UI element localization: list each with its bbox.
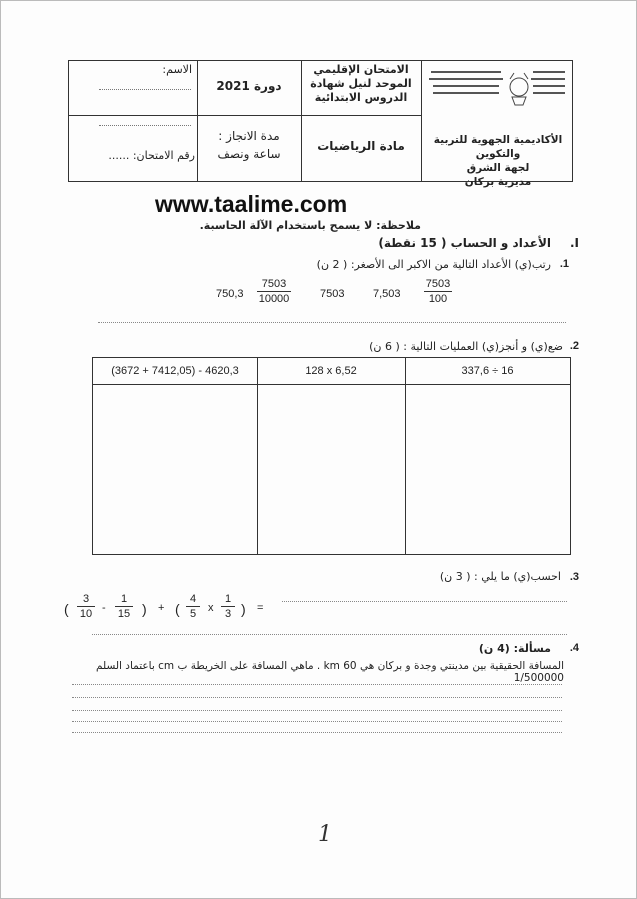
q4-answer-line[interactable] (72, 710, 562, 711)
operation-1-answer-area[interactable] (93, 385, 256, 553)
name-line[interactable] (99, 89, 191, 90)
q1-answer-line[interactable] (98, 322, 566, 323)
operation-2-answer-area[interactable] (258, 385, 404, 553)
region-name: لجهة الشرق (466, 162, 530, 174)
header-row-separator (69, 115, 421, 116)
fraction-denominator: 5 (189, 608, 197, 620)
q3-answer-line[interactable] (282, 601, 567, 602)
fraction-denominator: 10 (79, 608, 93, 620)
fraction-numerator: 1 (120, 593, 128, 605)
section1-title: الأعداد و الحساب ( 15 نقطة) (378, 236, 551, 250)
q1-fraction-b (257, 278, 291, 305)
q1-item-c: 7503 (320, 288, 345, 300)
q2-number: 2. (569, 340, 579, 352)
fraction-denominator: 3 (224, 608, 232, 620)
exam-title (305, 63, 417, 105)
paren-close: ) (241, 601, 246, 617)
header-separator (421, 61, 422, 181)
q4-number: 4. (569, 642, 579, 654)
name-label: الاسم: (162, 63, 192, 76)
q4-answer-line[interactable] (72, 684, 562, 685)
q3-fraction-1 (77, 593, 95, 620)
q4-text: مسألة: (4 ن) (478, 642, 551, 655)
plus-sign: + (158, 602, 165, 614)
q1-number: 1. (559, 258, 569, 270)
q4-answer-line[interactable] (72, 721, 562, 722)
q3-number: 3. (569, 571, 579, 583)
header-separator (301, 61, 302, 181)
note: ملاحظة: لا يسمح باستخدام الآلة الحاسبة. (199, 219, 421, 232)
q1-fraction-e (424, 278, 452, 305)
paren-open: ( (64, 601, 69, 617)
fraction-numerator: 3 (82, 593, 90, 605)
session: دورة 2021 (216, 79, 282, 93)
fraction-numerator: 7503 (425, 278, 451, 290)
q3-fraction-3 (186, 593, 200, 620)
minus-sign: - (102, 602, 106, 614)
q3-fraction-4 (221, 593, 235, 620)
fraction-denominator: 100 (428, 293, 448, 305)
directorate-name: مديرية بركان (464, 176, 532, 188)
q4-problem: المسافة الحقيقية بين مدينتي وجدة و بركان هي 60 km . ماهي المسافة على الخريطة ب cm باعتماد السلم 1/500000 (96, 660, 564, 684)
exam-title-line: الدروس الابتدائية (314, 91, 408, 104)
header-separator (197, 61, 198, 181)
ministry-logo (427, 65, 567, 117)
exam-title-line: الموحد لنيل شهادة (310, 77, 412, 90)
subject: مادة الرياضيات (317, 139, 405, 153)
q3-text: احسب(ي) ما يلي : ( 3 ن) (439, 570, 561, 583)
paren-close: ) (142, 601, 147, 617)
q3-answer-line-2[interactable] (92, 634, 567, 635)
exam-title-line: الامتحان الإقليمي (313, 63, 409, 76)
q2-text: ضع(ي) و أنجز(ي) العمليات التالية : ( 6 ن) (369, 340, 563, 353)
fraction-denominator: 15 (117, 608, 131, 620)
fraction-numerator: 4 (189, 593, 197, 605)
operation-1: (3672 + 7412,05) - 4620,3 (111, 365, 239, 377)
duration-value: ساعة ونصف (217, 147, 281, 161)
q4-answer-line[interactable] (72, 732, 562, 733)
watermark-url[interactable]: www.taalime.com (155, 191, 348, 217)
duration-label: مدة الانجاز : (218, 129, 280, 143)
times-sign: x (208, 602, 214, 614)
section1-number: I. (569, 236, 579, 250)
ministry-logo-block (427, 65, 567, 117)
q3-fraction-2 (115, 593, 133, 620)
academy-block (425, 133, 571, 189)
operation-3-answer-area[interactable] (406, 385, 569, 553)
fraction-denominator: 10000 (258, 293, 290, 305)
q1-text: رتب(ي) الأعداد التالية من الاكبر الى الأصغر: ( 2 ن) (316, 258, 551, 271)
page-number: 1 (318, 822, 332, 847)
operation-2: 128 x 6,52 (305, 365, 357, 377)
q4-answer-line[interactable] (72, 697, 562, 698)
exam-header (68, 60, 573, 188)
q1-item-d: 7,503 (373, 288, 401, 300)
operations-table (92, 357, 571, 555)
paren-open: ( (175, 601, 180, 617)
exam-number-label: رقم الامتحان: ...... (108, 149, 195, 162)
fraction-numerator: 1 (224, 593, 232, 605)
q1-item-a: 750,3 (216, 288, 244, 300)
equals-sign: = (257, 602, 264, 614)
academy-name: الأكاديمية الجهوية للتربية والتكوين (433, 134, 563, 160)
operation-3: 337,6 ÷ 16 (461, 365, 514, 377)
name-line-2[interactable] (99, 125, 191, 126)
fraction-numerator: 7503 (261, 278, 287, 290)
